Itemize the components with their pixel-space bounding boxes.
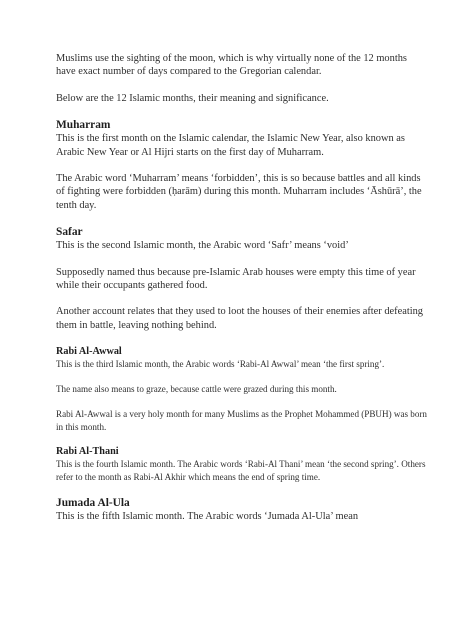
- intro-paragraph: Below are the 12 Islamic months, their meaning and significance.: [56, 92, 329, 104]
- month-section-rabi-al-awwal: [56, 345, 428, 433]
- month-heading: Safar: [56, 226, 83, 239]
- document-page: [56, 52, 428, 523]
- month-heading: Jumada Al-Ula: [56, 497, 130, 510]
- month-heading: Muharram: [56, 119, 111, 132]
- month-paragraph: Supposedly named thus because pre-Islamic Arab houses were empty this time of year while their occupants gathered food.: [56, 266, 416, 292]
- month-paragraph: The name also means to graze, because cattle were grazed during this month.: [56, 384, 337, 395]
- month-paragraph: Rabi Al-Awwal is a very holy month for many Muslims as the Prophet Mohammed (PBUH) was born in this month.: [56, 408, 427, 432]
- month-paragraph: This is the third Islamic month, the Arabic words ‘Rabi-Al Awwal’ mean ‘the first spring’.: [56, 359, 385, 370]
- month-paragraph: This is the second Islamic month, the Arabic word ‘Safr’ means ‘void’: [56, 240, 349, 252]
- month-paragraph: This is the fifth Islamic month. The Arabic words ‘Jumada Al-Ula’ mean: [56, 511, 359, 523]
- month-section-jumada-al-ula: [56, 496, 428, 523]
- intro-paragraph: Muslims use the sighting of the moon, which is why virtually none of the 12 months have exact number of days compared to the Gregorian calendar.: [56, 53, 407, 78]
- month-heading: Rabi Al-Awwal: [56, 346, 122, 358]
- month-section-rabi-al-thani: [56, 445, 428, 484]
- month-paragraph: The Arabic word ‘Muharram’ means ‘forbidden’, this is so because battles and all kinds of fighting were forbidden (ḥarām) during this month. Muharram includes ‘Āshūrā’, the tenth day.: [56, 173, 422, 211]
- month-heading: Rabi Al-Thani: [56, 446, 119, 458]
- month-paragraph: Another account relates that they used to loot the houses of their enemies after defeating them in battle, leaving nothing behind.: [56, 306, 424, 331]
- month-paragraph: This is the fourth Islamic month. The Arabic words ‘Rabi-Al Thani’ mean ‘the second spring’. Others refer to the month as Rabi-Al Akhir which means the end of spring time.: [56, 459, 426, 483]
- month-section-safar: [56, 225, 428, 332]
- month-paragraph: This is the first month on the Islamic calendar, the Islamic New Year, also known as Arabic New Year or Al Hijri starts on the first day of Muharram.: [56, 133, 405, 158]
- month-section-muharram: [56, 118, 428, 212]
